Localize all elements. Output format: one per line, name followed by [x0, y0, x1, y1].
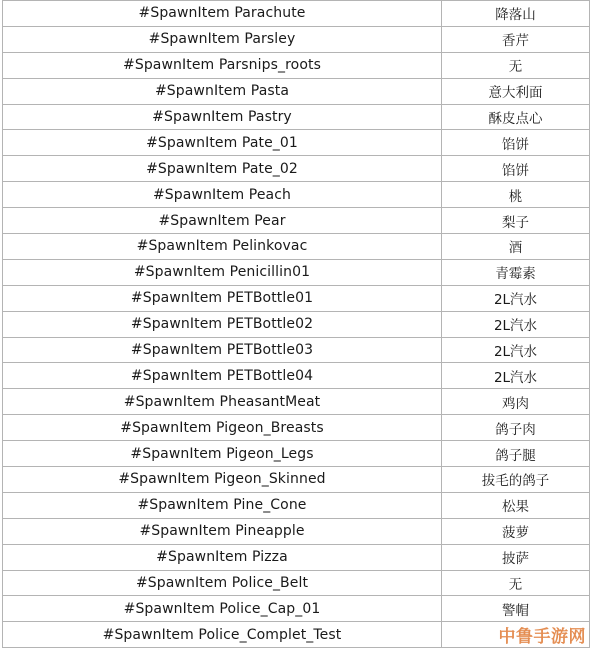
item-code-cell: #SpawnItem Pine_Cone: [3, 492, 442, 518]
table-row: [3, 1, 590, 27]
item-name-cell: 鸡肉: [442, 389, 590, 415]
item-name-cell: 梨子: [442, 208, 590, 234]
table-row: [3, 182, 590, 208]
item-name-cell: 松果: [442, 492, 590, 518]
table-row: [3, 104, 590, 130]
item-code-cell: #SpawnItem Pasta: [3, 78, 442, 104]
item-code-cell: #SpawnItem PETBottle01: [3, 285, 442, 311]
table-row: [3, 311, 590, 337]
table-row: [3, 441, 590, 467]
item-code-cell: #SpawnItem Pate_01: [3, 130, 442, 156]
item-code-cell: #SpawnItem Pastry: [3, 104, 442, 130]
table-row: [3, 130, 590, 156]
item-code-cell: #SpawnItem Pizza: [3, 544, 442, 570]
item-name-cell: 鸽子肉: [442, 415, 590, 441]
item-name-cell: 酥皮点心: [442, 104, 590, 130]
item-name-cell: 无: [442, 570, 590, 596]
item-code-cell: #SpawnItem Penicillin01: [3, 259, 442, 285]
table-row: [3, 234, 590, 260]
table-row: [3, 389, 590, 415]
item-name-cell: 拔毛的鸽子: [442, 467, 590, 493]
item-code-cell: #SpawnItem PETBottle02: [3, 311, 442, 337]
table-row: [3, 337, 590, 363]
table-row: [3, 415, 590, 441]
spawn-item-table: [2, 0, 590, 648]
table-row: [3, 596, 590, 622]
item-code-cell: #SpawnItem PETBottle03: [3, 337, 442, 363]
table-row: [3, 285, 590, 311]
item-name-cell: 2L汽水: [442, 311, 590, 337]
table-row: [3, 259, 590, 285]
item-code-cell: #SpawnItem PETBottle04: [3, 363, 442, 389]
item-code-cell: #SpawnItem Pigeon_Legs: [3, 441, 442, 467]
table-row: [3, 52, 590, 78]
item-name-cell: 馅饼: [442, 156, 590, 182]
item-name-cell: 降落山: [442, 1, 590, 27]
item-code-cell: #SpawnItem PheasantMeat: [3, 389, 442, 415]
table-row: [3, 467, 590, 493]
table-row: [3, 570, 590, 596]
item-name-cell: 披萨: [442, 544, 590, 570]
item-code-cell: #SpawnItem Police_Complet_Test: [3, 622, 442, 648]
table-row: [3, 208, 590, 234]
item-name-cell: 2L汽水: [442, 363, 590, 389]
item-code-cell: #SpawnItem Parsnips_roots: [3, 52, 442, 78]
item-code-cell: #SpawnItem Pigeon_Breasts: [3, 415, 442, 441]
item-name-cell: 意大利面: [442, 78, 590, 104]
item-code-cell: #SpawnItem Pear: [3, 208, 442, 234]
table-row: [3, 518, 590, 544]
item-name-cell: 2L汽水: [442, 337, 590, 363]
item-code-cell: #SpawnItem Pelinkovac: [3, 234, 442, 260]
item-code-cell: #SpawnItem Police_Belt: [3, 570, 442, 596]
table-row: [3, 26, 590, 52]
table-row: [3, 78, 590, 104]
item-code-cell: #SpawnItem Pigeon_Skinned: [3, 467, 442, 493]
item-name-cell: 香芹: [442, 26, 590, 52]
item-code-cell: #SpawnItem Pineapple: [3, 518, 442, 544]
item-code-cell: #SpawnItem Parsley: [3, 26, 442, 52]
item-name-cell: 青霉素: [442, 259, 590, 285]
table-row: [3, 156, 590, 182]
table-row: [3, 544, 590, 570]
item-name-cell: 馅饼: [442, 130, 590, 156]
item-name-cell: 桃: [442, 182, 590, 208]
item-name-cell: 2L汽水: [442, 285, 590, 311]
table-row: [3, 363, 590, 389]
item-name-cell: 无: [442, 52, 590, 78]
item-name-cell: 警帽: [442, 596, 590, 622]
item-name-cell: 鸽子腿: [442, 441, 590, 467]
watermark-logo: 中鲁手游网: [498, 627, 586, 647]
item-name-cell: 菠萝: [442, 518, 590, 544]
item-code-cell: #SpawnItem Peach: [3, 182, 442, 208]
item-code-cell: #SpawnItem Police_Cap_01: [3, 596, 442, 622]
item-name-cell: 酒: [442, 234, 590, 260]
item-code-cell: #SpawnItem Parachute: [3, 1, 442, 27]
table-row: [3, 492, 590, 518]
table-body: [3, 1, 590, 648]
item-code-cell: #SpawnItem Pate_02: [3, 156, 442, 182]
